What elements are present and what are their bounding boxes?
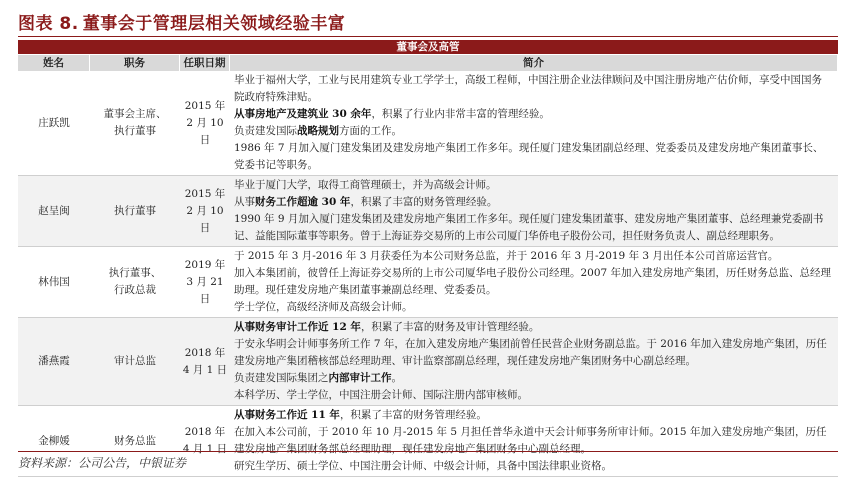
bio-paragraph (234, 248, 832, 265)
cell-date (180, 176, 230, 246)
bio-text: 方面的工作。 (339, 125, 402, 137)
bio-paragraph (234, 370, 832, 387)
cell-role (90, 71, 180, 175)
bio-paragraph (234, 106, 832, 123)
date-line: 3 月 21 日 (186, 275, 224, 305)
role-line: 董事会主席、 (103, 108, 167, 120)
bio-highlight: 从事财务审计工作近 12 年 (234, 321, 361, 333)
bio-text: 负责建发国际 (234, 125, 297, 137)
header-bio: 简介 (230, 55, 838, 71)
header-role: 职务 (90, 55, 180, 71)
header-name: 姓名 (18, 55, 90, 71)
bio-text: ，积累了丰富的财务管理经验。 (350, 196, 498, 208)
bio-text: 在加入本公司前，于 2010 年 10 月-2015 年 5 月担任普华永道中天会计师事务所审计师。2015 年加入建发房地产集团，历任建发房地产集团财务部总经理助理，现任建发房地产集团财务中心副总经理。 (234, 426, 827, 455)
date-line: 2015 年 (184, 187, 226, 200)
role-line: 财务总监 (114, 434, 156, 447)
role-line: 执行董事 (114, 204, 156, 217)
bio-text: 负责建发国际集团之 (234, 372, 329, 384)
date-line: 2015 年 (184, 99, 226, 112)
date-line: 2018 年 (184, 346, 226, 359)
cell-date (180, 71, 230, 175)
bio-text: 于安永华明会计师事务所工作 7 年，在加入建发房地产集团前曾任民营企业财务副总监。于 2016 年加入建发房地产集团，历任建发房地产集团稽核部总经理助理、审计监察部副总经理，现任建发房地产集团财务中心副总经理。 (234, 338, 827, 367)
cell-role (90, 318, 180, 405)
table-body (18, 71, 838, 477)
cell-name (18, 318, 90, 405)
cell-bio (230, 247, 838, 317)
role-line: 执行董事 (114, 125, 156, 137)
title-rule (18, 36, 838, 37)
bio-paragraph (234, 407, 832, 424)
bio-text: 。 (391, 372, 402, 384)
cell-name (18, 71, 90, 175)
table-header-row (18, 55, 838, 71)
figure-title (18, 8, 345, 34)
bio-highlight: 内部审计工作 (328, 372, 392, 384)
bio-highlight: 从事财务工作近 11 年 (234, 409, 340, 421)
bio-text: ，积累了丰富的财务及审计管理经验。 (360, 321, 540, 333)
date-line: 2 月 10 日 (186, 204, 224, 234)
bio-paragraph (234, 194, 832, 211)
role-line: 审计总监 (114, 355, 156, 367)
bio-text: 于 2015 年 3 月-2016 年 3 月获委任为本公司财务总监，并于 2016 年 3 月-2019 年 3 月出任本公司首席运营官。 (234, 250, 779, 262)
source-note: 资料来源：公司公告，中银证券 (18, 451, 838, 471)
person-name: 庄跃凯 (38, 116, 70, 129)
bio-paragraph (234, 177, 832, 194)
cell-role (90, 247, 180, 317)
bio-text: 毕业于福州大学，工业与民用建筑专业工学学士，高级工程师，中国注册企业法律顾问及中国注册房地产估价师，享受中国国务院政府特殊津贴。 (234, 74, 822, 103)
person-name: 林伟国 (38, 275, 70, 288)
cell-date (180, 247, 230, 317)
role-line: 行政总裁 (114, 284, 156, 296)
cell-bio (230, 318, 838, 405)
cell-bio (230, 71, 838, 175)
bio-paragraph (234, 211, 832, 245)
table-row (18, 71, 838, 176)
date-line: 4 月 1 日 (182, 363, 228, 376)
bio-text: 1986 年 7 月加入厦门建发集团及建发房地产集团工作多年。现任厦门建发集团副总经理、党委委员及建发房地产集团董事长、党委书记等职务。 (234, 142, 824, 171)
table-row (18, 176, 838, 247)
bio-paragraph (234, 319, 832, 336)
bio-paragraph (234, 299, 832, 316)
cell-name (18, 176, 90, 246)
cell-name (18, 247, 90, 317)
bio-paragraph (234, 265, 832, 299)
bio-highlight: 从事房地产及建筑业 30 余年 (234, 108, 372, 120)
bio-text: 加入本集团前，彼曾任上海证券交易所的上市公司厦华电子股份公司经理。2007 年加入建发房地产集团，历任财务总监、总经理助理。现任建发房地产集团董事兼副总经理、党委委员。 (234, 267, 832, 296)
figure-number: 图表 8. (18, 13, 79, 34)
table-band-title: 董事会及高管 (18, 40, 838, 55)
date-line: 2018 年 (184, 426, 226, 438)
management-table (18, 40, 838, 477)
date-line: 2019 年 (184, 258, 226, 271)
bio-text: 1990 年 9 月加入厦门建发集团及建发房地产集团工作多年。现任厦门建发集团董事、建发房地产集团董事、总经理兼党委副书记、益能国际董事等职务。曾于上海证券交易所的上市公司厦门华侨电子股份公司，担任财务负责人、副总经理职务。 (234, 213, 824, 242)
header-date: 任职日期 (180, 55, 230, 71)
bio-text: ，积累了行业内非常丰富的管理经验。 (371, 108, 550, 120)
table-row (18, 247, 838, 318)
role-line: 执行董事、 (108, 267, 162, 279)
figure-caption: 董事会于管理层相关领域经验丰富 (82, 13, 346, 34)
table-row (18, 318, 838, 406)
bio-highlight: 财务工作超逾 30 年 (255, 196, 351, 208)
bio-paragraph (234, 336, 832, 370)
bio-paragraph (234, 387, 832, 404)
person-name: 潘燕霞 (38, 355, 70, 367)
bio-paragraph (234, 140, 832, 174)
date-line: 2 月 10 日 (186, 116, 224, 146)
bio-text: 本科学历、学士学位，中国注册会计师、国际注册内部审核师。 (234, 389, 528, 401)
cell-date (180, 318, 230, 405)
cell-bio (230, 176, 838, 246)
bio-paragraph (234, 123, 832, 140)
person-name: 赵呈闽 (38, 204, 70, 217)
bio-text: 从事 (234, 196, 255, 208)
bio-text: ，积累了丰富的财务管理经验。 (339, 409, 487, 421)
date-line: 4 月 1 日 (182, 443, 228, 455)
bio-paragraph (234, 72, 832, 106)
bio-text: 学士学位，高级经济师及高级会计师。 (234, 301, 413, 313)
bio-highlight: 战略规划 (297, 125, 339, 137)
bio-text: 毕业于厦门大学，取得工商管理硕士，并为高级会计师。 (234, 179, 497, 191)
bio-text: 研究生学历、硕士学位、中国注册会计师、中级会计师，具备中国法律职业资格。 (234, 460, 612, 472)
cell-role (90, 176, 180, 246)
person-name: 金柳媛 (38, 434, 70, 447)
